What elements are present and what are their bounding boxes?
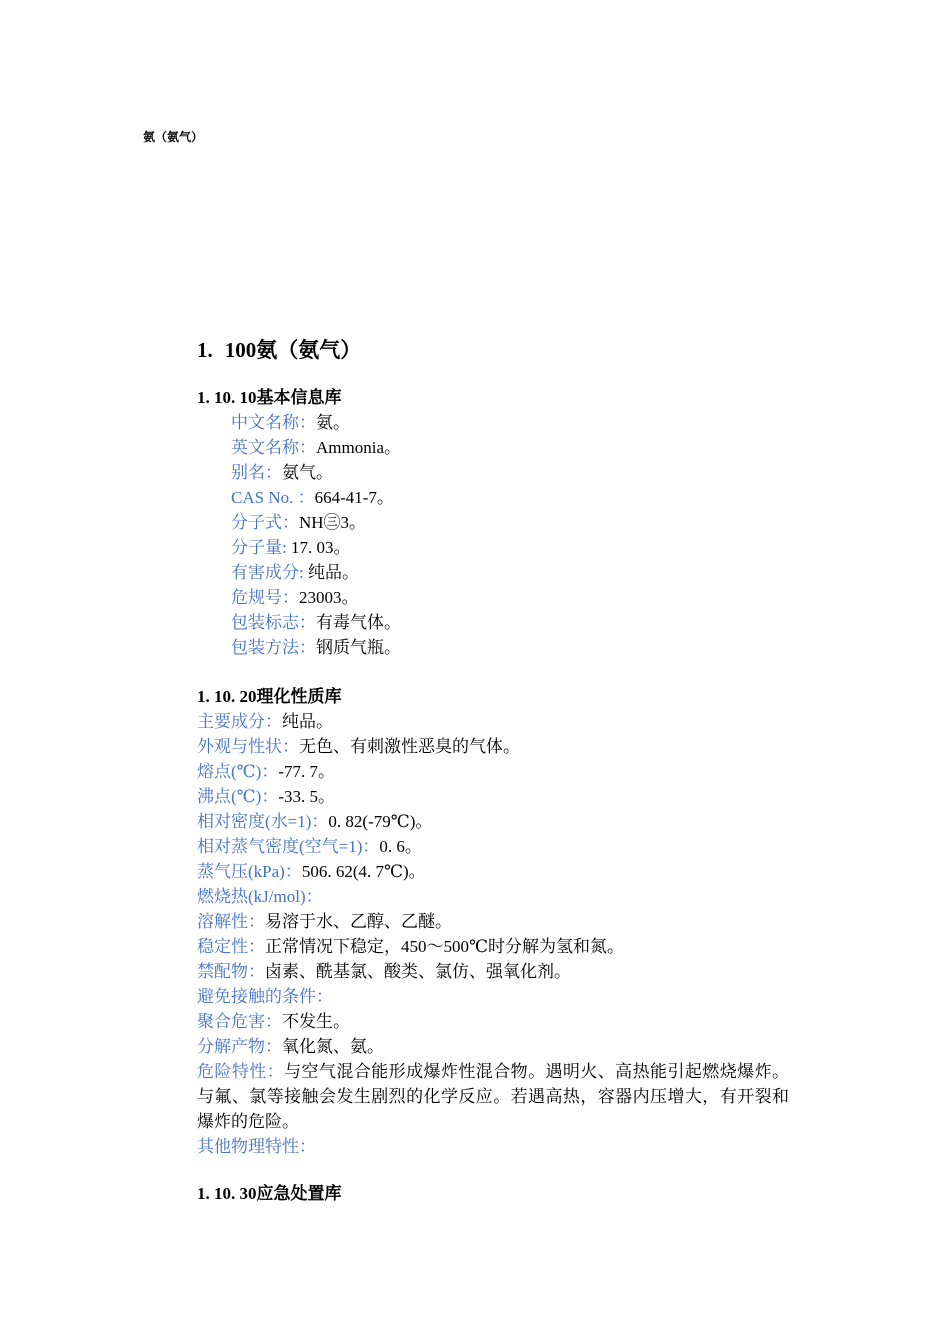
property-label: 稳定性： (197, 937, 265, 956)
section-basic-info (197, 385, 797, 660)
property-row (197, 959, 797, 984)
property-value: 0. 82(-79℃)。 (328, 812, 433, 831)
property-row (197, 1009, 797, 1034)
property-value: 664-41-7。 (314, 488, 394, 507)
heading-1 (197, 334, 361, 364)
property-row-hazard (197, 1059, 789, 1134)
property-row (197, 560, 797, 585)
property-row (197, 510, 797, 535)
property-label: 分子式： (231, 513, 299, 532)
property-row (197, 809, 797, 834)
property-label: 中文名称： (231, 413, 316, 432)
property-value: -77. 7。 (278, 762, 336, 781)
property-value: 易溶于水、乙醇、乙醚。 (265, 912, 452, 931)
property-row (197, 635, 797, 660)
property-label: 有害成分: (231, 563, 308, 582)
property-label: 熔点(℃)： (197, 762, 279, 781)
property-label: 禁配物： (197, 962, 265, 981)
property-label: 外观与性状： (197, 737, 299, 756)
section-physchem (197, 684, 797, 1159)
property-row (197, 984, 797, 1009)
property-value: 纯品。 (307, 563, 359, 582)
property-label: 避免接触的条件： (197, 987, 333, 1006)
property-value: 纯品。 (282, 712, 333, 731)
property-label: 相对密度(水=1)： (197, 812, 329, 831)
property-value: 506. 62(4. 7℃)。 (301, 862, 426, 881)
property-label: CAS No. ： (231, 488, 315, 507)
property-value: Ammonia。 (316, 438, 401, 457)
heading-1-title: 100氨（氨气） (224, 338, 362, 362)
property-row (197, 585, 797, 610)
property-row (197, 435, 797, 460)
property-row (197, 734, 797, 759)
property-value: 17. 03。 (290, 538, 351, 557)
property-value: 氧化氮、氨。 (282, 1037, 384, 1056)
property-value: 钢质气瓶。 (316, 638, 401, 657)
property-row (197, 884, 797, 909)
property-row (197, 859, 797, 884)
section-emergency-heading: 1. 10. 30应急处置库 (197, 1184, 342, 1203)
property-value: -33. 5。 (278, 787, 336, 806)
property-label: 分子量: (231, 538, 291, 557)
property-row (197, 784, 797, 809)
property-value: 正常情况下稳定，450～500℃时分解为氢和氮。 (265, 937, 625, 956)
property-row (197, 709, 797, 734)
property-label: 其他物理特性： (197, 1137, 316, 1156)
property-value: 氨。 (316, 413, 350, 432)
property-label: 主要成分： (197, 712, 282, 731)
property-label: 蒸气压(kPa)： (197, 862, 302, 881)
property-label: 聚合危害： (197, 1012, 282, 1031)
property-row (197, 610, 797, 635)
property-label: 危规号： (231, 588, 299, 607)
property-row (197, 535, 797, 560)
property-row (197, 410, 797, 435)
property-label: 危险特性： (197, 1062, 285, 1081)
property-row (197, 485, 797, 510)
property-label: 英文名称： (231, 438, 316, 457)
property-value: 不发生。 (282, 1012, 350, 1031)
property-label: 分解产物： (197, 1037, 282, 1056)
property-label: 别名： (231, 463, 282, 482)
property-label: 包装标志： (231, 613, 316, 632)
property-value: 23003。 (299, 588, 359, 607)
property-label: 相对蒸气密度(空气=1)： (197, 837, 380, 856)
property-value: NH㊂3。 (299, 513, 367, 532)
property-label: 燃烧热(kJ/mol)： (197, 887, 323, 906)
property-row (197, 909, 797, 934)
property-value: 有毒气体。 (316, 613, 401, 632)
section-basic-heading: 1. 10. 10基本信息库 (197, 388, 342, 407)
property-value: 与空气混合能形成爆炸性混合物。遇明火、高热能引起燃烧爆炸。与氟、氯等接触会发生剧烈的化学反应。若遇高热，容器内压增大，有开裂和爆炸的危险。 (197, 1062, 790, 1131)
property-label: 包装方法： (231, 638, 316, 657)
property-value: 无色、有刺激性恶臭的气体。 (299, 737, 520, 756)
header-title: 氨（氨气） (143, 130, 204, 144)
property-row (197, 834, 797, 859)
property-row (197, 759, 797, 784)
property-value: 卤素、酰基氯、酸类、氯仿、强氧化剂。 (265, 962, 571, 981)
property-value: 氨气。 (282, 463, 333, 482)
property-label: 沸点(℃)： (197, 787, 279, 806)
section-emergency (197, 1181, 797, 1206)
property-row (197, 460, 797, 485)
section-physchem-heading: 1. 10. 20理化性质库 (197, 687, 342, 706)
property-row (197, 934, 797, 959)
property-row (197, 1034, 797, 1059)
property-value: 0. 6。 (379, 837, 422, 856)
property-row-other (197, 1134, 797, 1159)
property-label: 溶解性： (197, 912, 265, 931)
heading-1-number: 1. (197, 338, 213, 362)
